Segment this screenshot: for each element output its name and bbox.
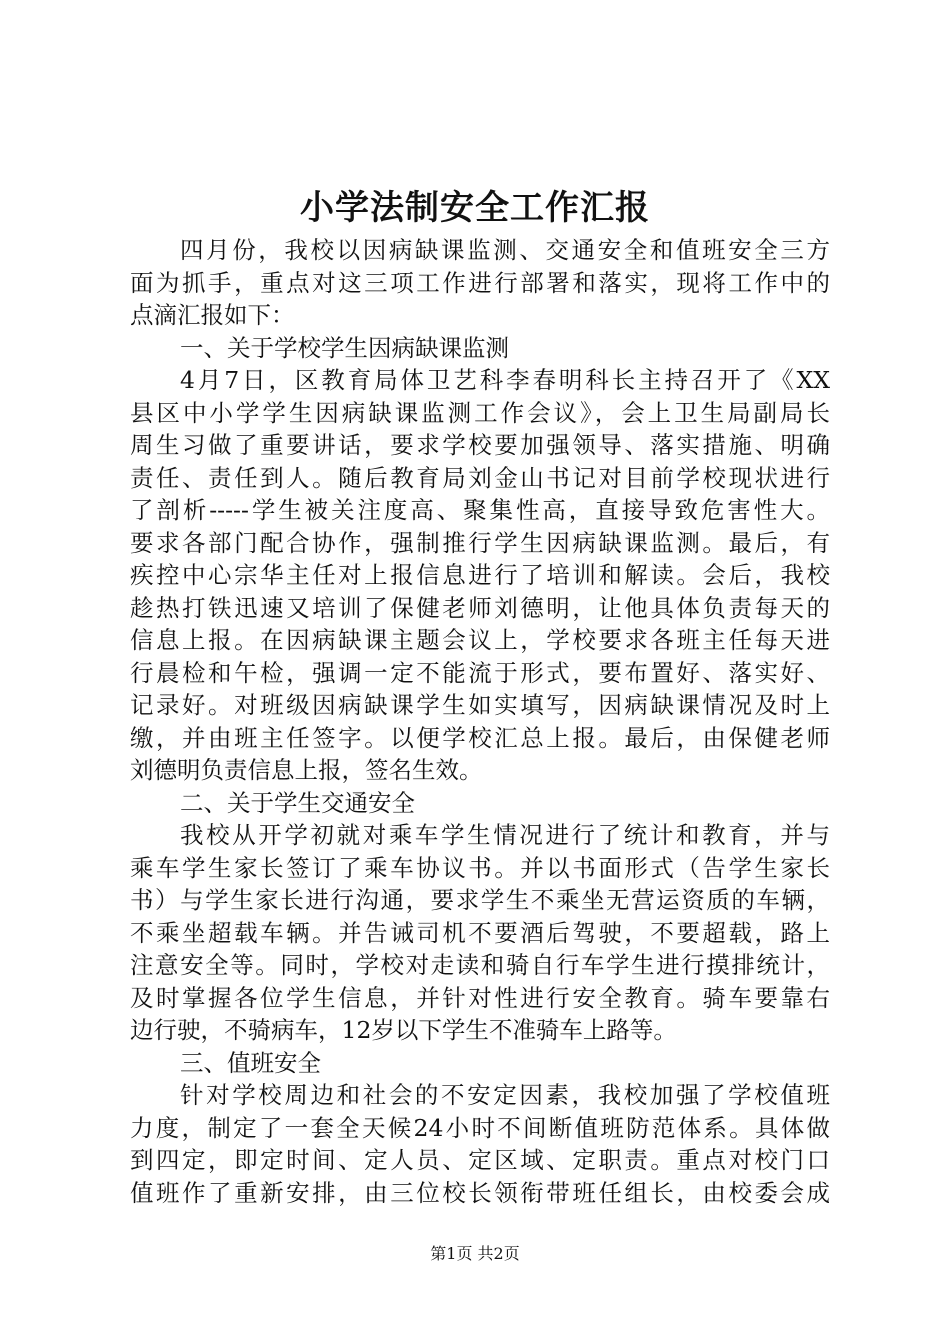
body-line: 面为抓手，重点对这三项工作进行部署和落实，现将工作中的 <box>130 268 830 297</box>
body-line: 点滴汇报如下： <box>130 301 295 329</box>
body-line: 趁热打铁迅速又培训了保健老师刘德明，让他具体负责每天的 <box>130 593 830 622</box>
body-line: 及时掌握各位学生信息，并针对性进行安全教育。骑车要靠右 <box>130 983 830 1012</box>
body-line: 缴，并由班主任签字。以便学校汇总上报。最后，由保健老师 <box>130 723 830 752</box>
body-line: 了剖析-----学生被关注度高、聚集性高，直接导致危害性大。 <box>130 496 830 524</box>
body-line: 县区中小学学生因病缺课监测工作会议》，会上卫生局副局长 <box>130 398 830 427</box>
body-line: 周生习做了重要讲话，要求学校要加强领导、落实措施、明确 <box>130 431 830 459</box>
body-line: 三、值班安全 <box>180 1048 321 1077</box>
document-title: 小学法制安全工作汇报 <box>300 188 650 228</box>
body-line: 责任、责任到人。随后教育局刘金山书记对目前学校现状进行 <box>130 463 830 492</box>
document-body <box>130 234 830 1209</box>
body-line: 不乘坐超载车辆。并告诫司机不要酒后驾驶，不要超载，路上 <box>130 918 830 947</box>
body-line: 行晨检和午检，强调一定不能流于形式，要布置好、落实好、 <box>130 658 830 687</box>
body-line: 我校从开学初就对乘车学生情况进行了统计和教育，并与 <box>180 821 830 849</box>
body-line: 刘德明负责信息上报，签名生效。 <box>130 756 483 784</box>
body-line: 要求各部门配合协作，强制推行学生因病缺课监测。最后，有 <box>130 528 830 557</box>
body-line: 乘车学生家长签订了乘车协议书。并以书面形式（告学生家长 <box>130 853 830 882</box>
body-line: 书）与学生家长进行沟通，要求学生不乘坐无营运资质的车辆， <box>130 886 830 914</box>
body-line: 边行驶，不骑病车，12岁以下学生不准骑车上路等。 <box>130 1016 677 1044</box>
page-footer: 第1页 共2页 <box>430 1244 520 1263</box>
body-line: 4月7日，区教育局体卫艺科李春明科长主持召开了《XX <box>180 366 830 394</box>
body-line: 针对学校周边和社会的不安定因素，我校加强了学校值班 <box>180 1081 830 1109</box>
body-line: 值班作了重新安排，由三位校长领衔带班任组长，由校委会成 <box>130 1178 830 1207</box>
body-line: 到四定，即定时间、定人员、定区域、定职责。重点对校门口 <box>130 1146 830 1174</box>
body-line: 疾控中心宗华主任对上报信息进行了培训和解读。会后，我校 <box>130 561 830 589</box>
body-line: 一、关于学校学生因病缺课监测 <box>180 333 509 362</box>
body-line: 二、关于学生交通安全 <box>180 788 415 817</box>
body-line: 信息上报。在因病缺课主题会议上，学校要求各班主任每天进 <box>130 626 830 654</box>
body-line: 力度，制定了一套全天候24小时不间断值班防范体系。具体做 <box>130 1113 830 1142</box>
body-line: 注意安全等。同时，学校对走读和骑自行车学生进行摸排统计， <box>130 951 830 979</box>
body-line: 记录好。对班级因病缺课学生如实填写，因病缺课情况及时上 <box>130 691 830 719</box>
body-line: 四月份，我校以因病缺课监测、交通安全和值班安全三方 <box>180 236 830 264</box>
